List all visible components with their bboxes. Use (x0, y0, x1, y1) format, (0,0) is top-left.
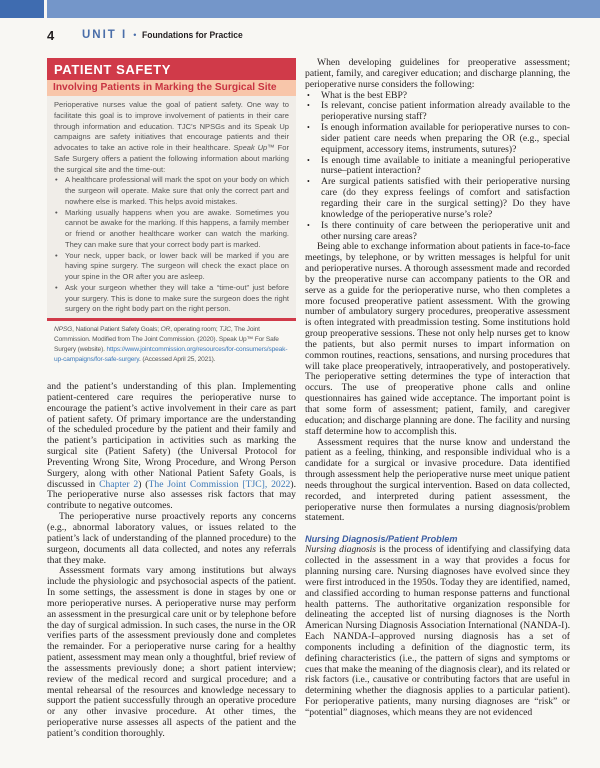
paragraph: The perioperative nurse proactively reports any concerns (e.g., abnormal laboratory values, or issues related to the patient’s lack of understanding of the planned procedure) to the surgeon, documents all data collected, and notes any referrals that they make. (47, 511, 296, 566)
box-bullet: • Ask your surgeon whether they will take a “time-out” just before your surgery. This is done to make sure the surgeon does the right surgery on the right body part on the right person. (54, 283, 289, 315)
chapter-2-link[interactable]: Chapter 2 (99, 478, 139, 490)
paragraph (47, 382, 296, 512)
box-bullet: • A healthcare professional will mark the spot on your body on which the surgeon will operate. Make sure that only the correct part and nowhere else is marked. This helps avoid mistakes. (54, 175, 289, 207)
considerations-list (305, 91, 570, 243)
header-bar (47, 0, 600, 18)
header-bar-accent (0, 0, 44, 18)
abbr-def: , The Joint Commission. (54, 326, 260, 343)
running-head (47, 27, 254, 43)
left-body (47, 382, 296, 740)
separator-bullet-icon: • (133, 30, 137, 40)
paragraph (305, 545, 570, 719)
right-column (305, 58, 570, 719)
list-item: • Is there continuity of care between the perioperative unit and other nursing care areas? (305, 221, 570, 243)
abbr-def: , operating room; (170, 326, 220, 333)
section-heading: Nursing Diagnosis/Patient Problem (305, 534, 458, 546)
box-footnote (47, 321, 296, 365)
paragraph-text: and the patient’s understanding of this plan. Implementing patient-centered care requires the perioperative nurse to encourage the patient’s active involvement in their care as part of patient safety. Of primary importance are the understanding of the scheduled procedure by the patient and their family and the patient’s participation in activities such as marking the surgical site (Patient Safety) (the Universal Protocol for Preventing Wrong Site, Wrong Procedure, and Wrong Person Surgery, along with other National Patient Safety Goals, is discussed in (47, 381, 296, 490)
section-title: Foundations for Practice (142, 29, 244, 41)
box-title: PATIENT SAFETY (47, 58, 296, 80)
box-body (47, 96, 296, 318)
box-intro (54, 100, 289, 175)
source-link[interactable]: https://www.jointcommission.org/resources/for-consumers/speak-up-campaigns/for-safe-surgery (54, 346, 288, 363)
list-item: • What is the best EBP? (305, 91, 570, 102)
paragraph-text: ). The perioperative nurse also assesses risk factors that may contribute to negative outcomes. (47, 478, 296, 512)
abbr-tjc: TJC (219, 326, 231, 333)
term-emphasis: Nursing diagnosis (305, 544, 377, 556)
unit-label: UNIT I (82, 29, 128, 41)
patient-safety-box (47, 58, 296, 318)
right-body (305, 58, 570, 719)
paragraph-text: is the process of identifying and classifying data collected in the assessment in a way that provides a focus for planning nursing care. Nursing diagnoses have evolved since they were first introduced in the 1950s. Today they are identified, named, and classified according to human response patterns and functional health patterns. The authoritative organization responsible for delineating the accepted list of nursing diagnoses is the North American Nursing Diagnosis Association International (NANDA-I). Each NANDA-I–approved nursing diagnosis has a set of components including a definition of the diagnostic term, its defining characteristics (i.e., the pattern of signs and symptoms or cues that make the meaning of the diagnosis clear), and its related or risk factors (i.e., causative or contributing factors that are useful in determining whether the diagnosis applies to a particular patient). For perioperative patients, many nursing diagnoses are “risk” or “potential” diagnoses, which means they are not evidenced (305, 544, 570, 718)
box-intro-emphasis: Speak Up™ (233, 143, 275, 152)
list-item: • Are surgical patients satisfied with their perioperative nursing care (do they express feelings of comfort and satisfaction regarding their care in the surgical setting)? Do they have knowledge of the perioperative nurse’s role? (305, 177, 570, 220)
list-item: • Is relevant, concise patient information already available to the perioperative nursing staff? (305, 101, 570, 123)
paragraph-text: ) ( (138, 478, 149, 490)
list-item: • Is enough time available to initiate a meaningful perioperative nurse–patient interaction? (305, 156, 570, 178)
footnote-source: Modified from The Joint Commission. (2020). Speak Up™ For Safe Surgery (website). (54, 336, 279, 353)
abbr-npsg: NPSG (54, 326, 73, 333)
tjc-2022-citation-link[interactable]: The Joint Commission [TJC], 2022 (148, 478, 291, 490)
paragraph: Assessment requires that the nurse know and understand the patient as a feeling, thinking, and responsible individual who is a candidate for a surgical or invasive procedure. Data identified through assessment help the perioperative nurse meet unique patient needs throughout the surgical intervention. Based on data collected, recorded, and interpreted during patient assessment, the perioperative nurse then formulates a nursing diagnosis/problem statement. (305, 436, 570, 524)
paragraph: When developing guidelines for preoperative assessment; patient, family, and caregiver education; and discharge planning, the perioperative nurse considers the following: (305, 57, 570, 90)
abbr-or: OR (160, 326, 171, 333)
box-bullet-list (54, 175, 289, 315)
box-bullet: • Your neck, upper back, or lower back will be marked if you are having spine surgery. The surgeon will check the exact place on your spine in the OR after you are asleep. (54, 251, 289, 283)
paragraph: Assessment formats vary among institutions but always include the physiologic and psychosocial aspects of the patient. In some settings, the assessment is done in stages by one or more perioperative nurses. A perioperative nurse may perform an assessment in the presurgical care unit or by telephone before the day of surgical admission. In such cases, the nurse in the OR verifies parts of the assessment previously done and completes the remainder. For a perioperative nurse caring for a healthy patient, assessment may mean only a thoughtful, brief review of the assessments previously done; a short patient interview; review of the medical record and surgical procedure; and a mental rehearsal of the resources and knowledge necessary to support the patient successfully through an operative procedure or any other invasive procedure. At other times, the perioperative nurse assesses all aspects of the patient and the patient’s condition thoroughly. (47, 565, 296, 739)
box-intro-text-end: For Safe Surgery offers a patient the following information about marking the surgical site and the time-out: (54, 143, 289, 174)
list-item: • Is enough information available for perioperative nurses to consider patient care needs when preparing the OR (e.g., special equipment, accessory items, instruments, sutures)? (305, 123, 570, 156)
page-number: 4 (47, 27, 55, 43)
box-subtitle: Involving Patients in Marking the Surgical Site (47, 80, 296, 96)
footnote-accessed: . (Accessed April 25, 2021). (138, 356, 216, 363)
left-column (47, 58, 296, 740)
abbr-def: , National Patient Safety Goals; (72, 326, 161, 333)
box-intro-text: Perioperative nurses value the goal of patient safety. One way to facilitate this goal is to improve involvement of patients in their care through information and education. TJC's NPSGs and its Speak Up campaigns are safety initiatives that encourage patients and their advocates to take an active role in their healthcare. (54, 100, 289, 152)
paragraph: Being able to exchange information about patients in face-to-face meetings, by telephone, or by written messages is helpful for unit and perioperative nurses. A thorough assessment made and recorded by the preoperative nurse can accompany patients to the OR and serve as a guide for the perioperative nurse, who then completes a more focused preoperative patient assessment. With the growing number of ambulatory surgery procedures, preoperative assessment is often integrated with preadmission testing. Some institutions hold group preoperative sessions. These not only help nurses get to know the patients, but also permit nurses to impart information on common routines, reactions, sensations, and nursing procedures that will take place preoperatively, intraoperatively, and postoperatively. The perioperative setting determines the type of interaction that occurs. The use of preoperative phone calls and online questionnaires has gained wide acceptance. The important point is that some form of assessment; patient, family, and caregiver education; and discharge planning are done. The facility and nursing staff determine how to accomplish this. (305, 241, 570, 437)
box-bullet: • Marking usually happens when you are awake. Sometimes you cannot be awake for the marking. If this happens, a family member or friend or another healthcare worker can watch the marking. They can make sure that your correct body part is marked. (54, 208, 289, 251)
